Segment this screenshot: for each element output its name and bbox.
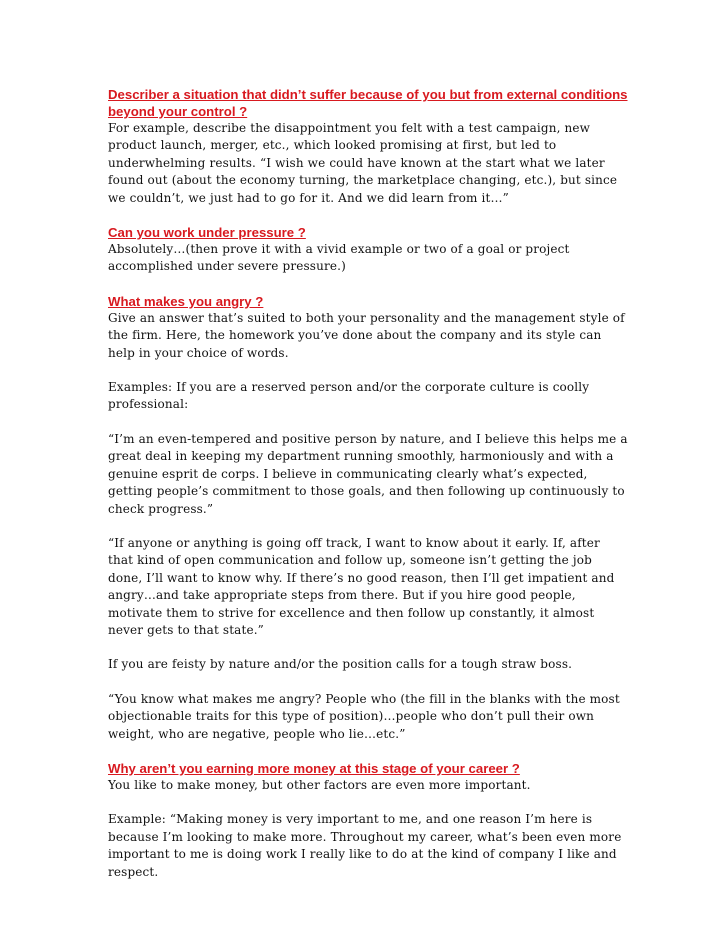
section-paragraph: “You know what makes me angry? People who (the fill in the blanks with the most objectionable traits for this type of position)…people who don’t pull their own weight, who are negative, people who lie…etc.” xyxy=(108,691,620,741)
section-paragraph: “If anyone or anything is going off track, I want to know about it early. If, after that kind of open communication and follow up, someone isn’t getting the job done, I’ll want to know why. If there’s no good reason, then I’ll get impatient and angry…and take appropriate steps from there. But if you hire good people, motivate them to strive for excellence and then follow up constantly, it almost never gets to that state.” xyxy=(108,535,615,637)
section-heading: What makes you angry ? xyxy=(108,293,264,309)
section-paragraph: Examples: If you are a reserved person and/or the corporate culture is coolly professional: xyxy=(108,380,590,412)
section-paragraph: You like to make money, but other factors are even more important. xyxy=(108,777,531,792)
section-paragraph: For example, describe the disappointment you felt with a test campaign, new product launch, merger, etc., which looked promising at first, but led to underwhelming results. “I wish we could have known at the start what we later found out (about the economy turning, the marketplace changing, etc.), but since we couldn’t, we just had to go for it. And we did learn from it…” xyxy=(108,121,618,205)
section-heading: Describer a situation that didn’t suffer because of you but from external conditions beyond your control ? xyxy=(108,87,628,119)
section-paragraph: Give an answer that’s suited to both your personality and the management style of the firm. Here, the homework you’ve done about the company and its style can help in your choice of words. xyxy=(108,310,625,360)
section-paragraph: “I’m an even-tempered and positive person by nature, and I believe this helps me a great deal in keeping my department running smoothly, harmoniously and with a genuine esprit de corps. I believe in communicating clearly what’s expected, getting people’s commitment to those goals, and then following up continuously to check progress.” xyxy=(108,431,628,516)
section-heading: Can you work under pressure ? xyxy=(108,225,306,241)
section-paragraph: Example: “Making money is very important to me, and one reason I’m here is because I’m looking to make more. Throughout my career, what’s been even more important to me is doing work I really like to do at the kind of company I like and respect. xyxy=(108,812,622,879)
section-paragraph: Absolutely…(then prove it with a vivid example or two of a goal or project accomplished under severe pressure.) xyxy=(108,242,570,274)
document-page xyxy=(108,86,628,881)
section-heading: Why aren’t you earning more money at this stage of your career ? xyxy=(108,760,520,776)
section-paragraph: If you are feisty by nature and/or the position calls for a tough straw boss. xyxy=(108,657,573,672)
